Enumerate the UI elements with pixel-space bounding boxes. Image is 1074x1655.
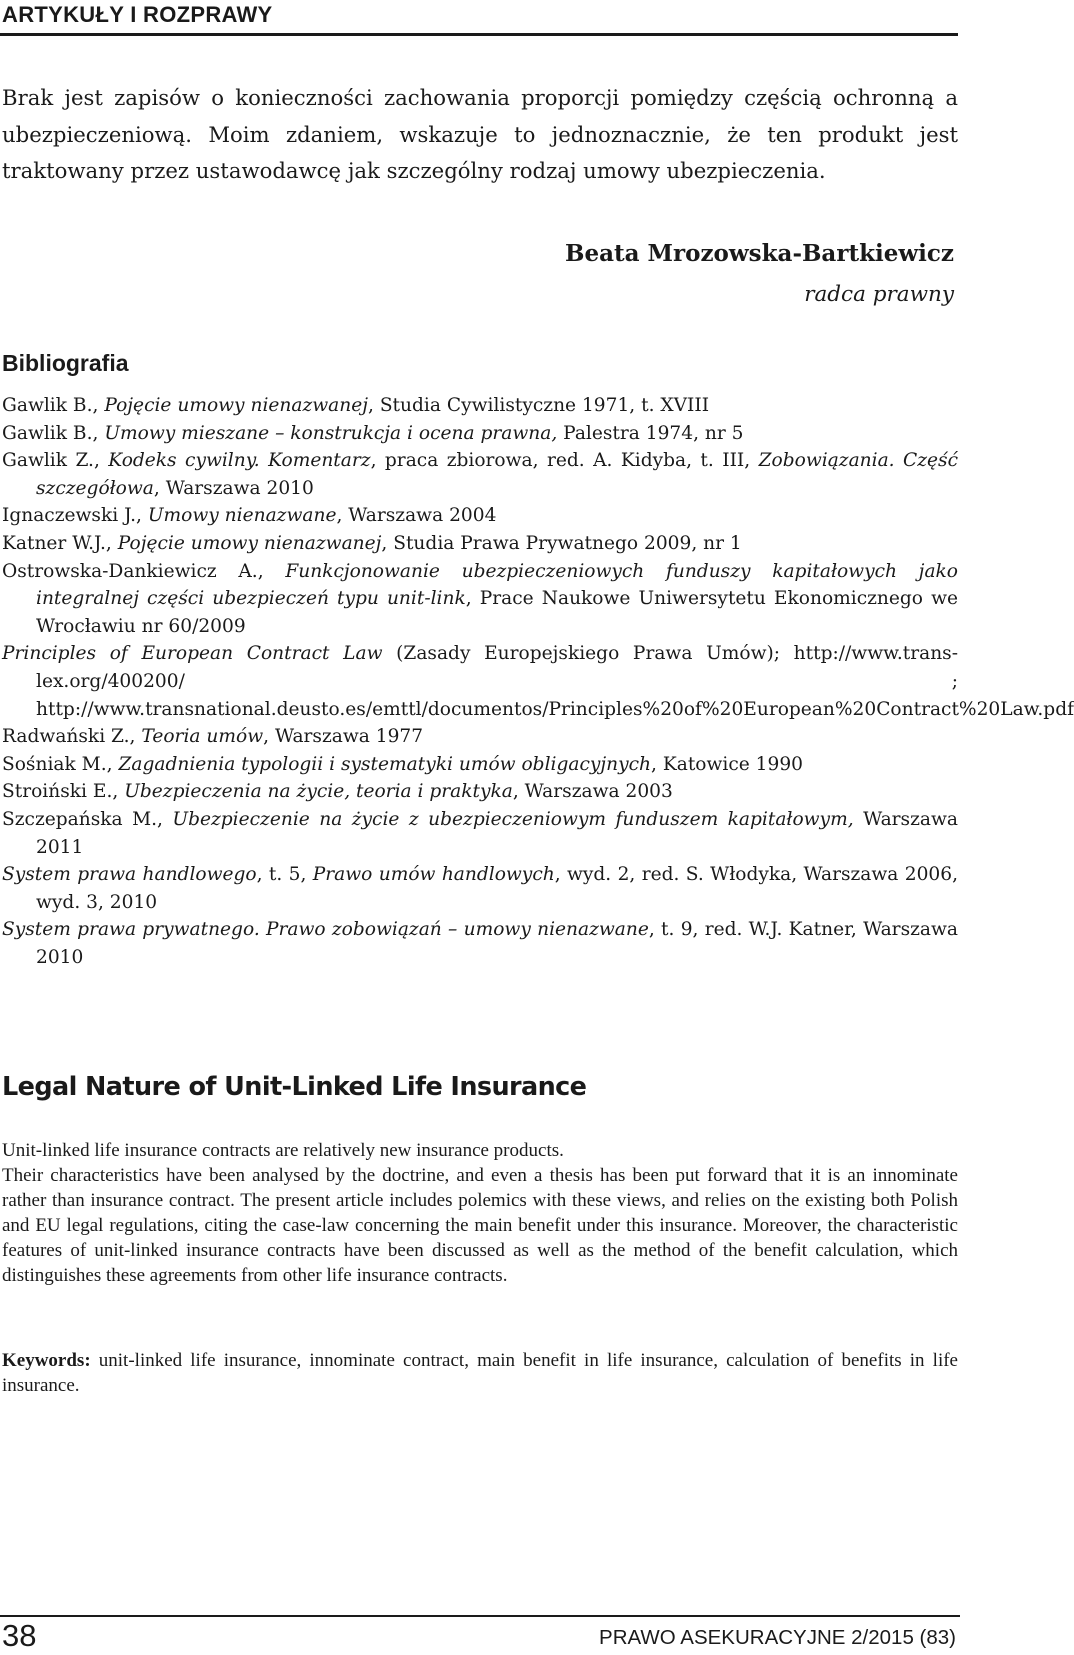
entry-source: , Katowice 1990 xyxy=(651,753,803,775)
page-number: 38 xyxy=(2,1618,37,1653)
entry-source: , Warszawa 2010 xyxy=(153,477,314,499)
bibliography-entry xyxy=(2,916,958,971)
bibliography-list xyxy=(2,392,1074,971)
entry-title: System prawa handlowego xyxy=(2,864,257,886)
entry-title: Umowy nienazwane xyxy=(147,505,337,527)
bibliography-entry xyxy=(2,751,958,779)
entry-title: Ubezpieczenia na życie, teoria i praktyka xyxy=(124,781,513,803)
entry-author: Sośniak M., xyxy=(2,753,113,775)
entry-source: , Warszawa 2003 xyxy=(512,781,673,803)
bibliography-entry xyxy=(2,420,958,448)
entry-author: Katner W.J., xyxy=(2,532,112,554)
entry-source: , Studia Cywilistyczne 1971, t. XVIII xyxy=(368,395,710,416)
entry-source: Palestra 1974, nr 5 xyxy=(563,422,744,444)
entry-title: Prawo umów handlowych xyxy=(312,864,555,886)
bibliography-entry xyxy=(2,530,958,558)
entry-title: Teoria umów xyxy=(141,726,264,748)
entry-title: Komentarz xyxy=(268,450,371,472)
entry-author: Gawlik B., xyxy=(2,395,99,416)
entry-source: , Prace Naukowe Uniwersytetu Ekonomicznego we Wrocławiu nr 60/2009 xyxy=(36,588,958,637)
entry-author: Stroiński E., xyxy=(2,781,119,803)
entry-source: (Zasady Europejskiego Prawa Umów); http://www.trans-lex.org/400200/ ; http://www.transnational.deusto.es/emttl/documentos/Principles%20of%20European%20Contract%20Law.pdf xyxy=(36,643,1074,720)
footer-divider xyxy=(0,1615,960,1617)
intro-paragraph: Brak jest zapisów o konieczności zachowania proporcji pomiędzy częścią ochronną a ubezpieczeniową. Moim zdaniem, wskazuje to jednoznacznie, że ten produkt jest traktowany przez ustawodawcę jak szczególny rodzaj umowy ubezpieczenia. xyxy=(2,85,958,183)
entry-title: Ubezpieczenie na życie z ubezpieczeniowym funduszem kapitałowym, xyxy=(172,808,854,830)
abstract-body xyxy=(2,1138,958,1288)
entry-title: Funkcjonowanie ubezpieczeniowych funduszy kapitałowych jako integralnej części ubezpieczeń typu unit-link xyxy=(36,560,958,610)
entry-author: Szczepańska M., xyxy=(2,808,163,830)
entry-source: , Warszawa 2004 xyxy=(336,505,497,527)
keywords xyxy=(2,1348,958,1398)
entry-author: Gawlik B., xyxy=(2,422,99,444)
entry-source: , wyd. 2, red. S. Włodyka, Warszawa 2006, wyd. 3, 2010 xyxy=(36,864,958,913)
bibliography-entry xyxy=(2,447,958,502)
header-divider xyxy=(0,33,958,36)
entry-author: Gawlik Z., xyxy=(2,450,100,472)
bibliography-entry xyxy=(2,558,958,641)
bibliography-entry xyxy=(2,806,958,861)
entry-title: Umowy mieszane – konstrukcja i ocena prawna, xyxy=(104,422,558,444)
entry-author: Ignaczewski J., xyxy=(2,505,142,527)
entry-title: Pojęcie umowy nienazwanej xyxy=(104,395,368,416)
entry-title: Pojęcie umowy nienazwanej xyxy=(117,532,382,554)
entry-title: Principles of European Contract Law xyxy=(2,643,383,665)
bibliography-entry xyxy=(2,392,958,420)
keywords-label: Keywords: xyxy=(2,1350,91,1371)
author-name: Beata Mrozowska-Bartkiewicz xyxy=(565,240,954,267)
entry-title: Zagadnienia typologii i systematyki umów obligacyjnych xyxy=(118,753,652,775)
bibliography-entry xyxy=(2,723,958,751)
entry-source: , praca zbiorowa, red. A. Kidyba, t. III, xyxy=(370,450,751,472)
entry-title: Kodeks cywilny. xyxy=(108,450,260,472)
entry-source: , Studia Prawa Prywatnego 2009, nr 1 xyxy=(381,532,742,554)
entry-source: , Warszawa 1977 xyxy=(263,726,424,748)
entry-source: , t. 9, red. W.J. Katner, Warszawa 2010 xyxy=(36,919,958,968)
abstract-heading: Legal Nature of Unit-Linked Life Insurance xyxy=(2,1072,587,1102)
entry-source: , t. 5, xyxy=(256,864,307,886)
section-title: ARTYKUŁY I ROZPRAWY xyxy=(2,2,273,27)
author-role: radca prawny xyxy=(804,282,954,307)
abstract-paragraph: Their characteristics have been analysed by the doctrine, and even a thesis has been put forward that it is an innominate rather than insurance contract. The present article includes polemics with these views, and relies on the existing both Polish and EU legal regulations, citing the case-law concerning the main benefit under this insurance. Moreover, the characteristic features of unit-linked insurance contracts have been discussed as well as the method of the benefit calculation, which distinguishes these agreements from other life insurance contracts. xyxy=(2,1165,958,1286)
bibliography-entry xyxy=(2,861,958,916)
entry-title: Zobowiązania. Część szczegółowa xyxy=(36,450,958,499)
abstract-paragraph: Unit-linked life insurance contracts are relatively new insurance products. xyxy=(2,1140,564,1161)
journal-name: PRAWO ASEKURACYJNE 2/2015 (83) xyxy=(599,1626,956,1649)
keywords-list: unit-linked life insurance, innominate contract, main benefit in life insurance, calculation of benefits in life insurance. xyxy=(2,1350,958,1396)
bibliography-entry xyxy=(2,640,1074,723)
bibliography-entry xyxy=(2,502,958,530)
entry-title: System prawa prywatnego. Prawo zobowiązań – umowy nienazwane xyxy=(2,919,649,941)
entry-source: Warszawa 2011 xyxy=(36,808,958,858)
entry-author: Ostrowska-Dankiewicz A., xyxy=(2,560,264,582)
entry-author: Radwański Z., xyxy=(2,726,136,748)
bibliography-entry xyxy=(2,778,958,806)
bibliography-heading: Bibliografia xyxy=(2,350,129,376)
